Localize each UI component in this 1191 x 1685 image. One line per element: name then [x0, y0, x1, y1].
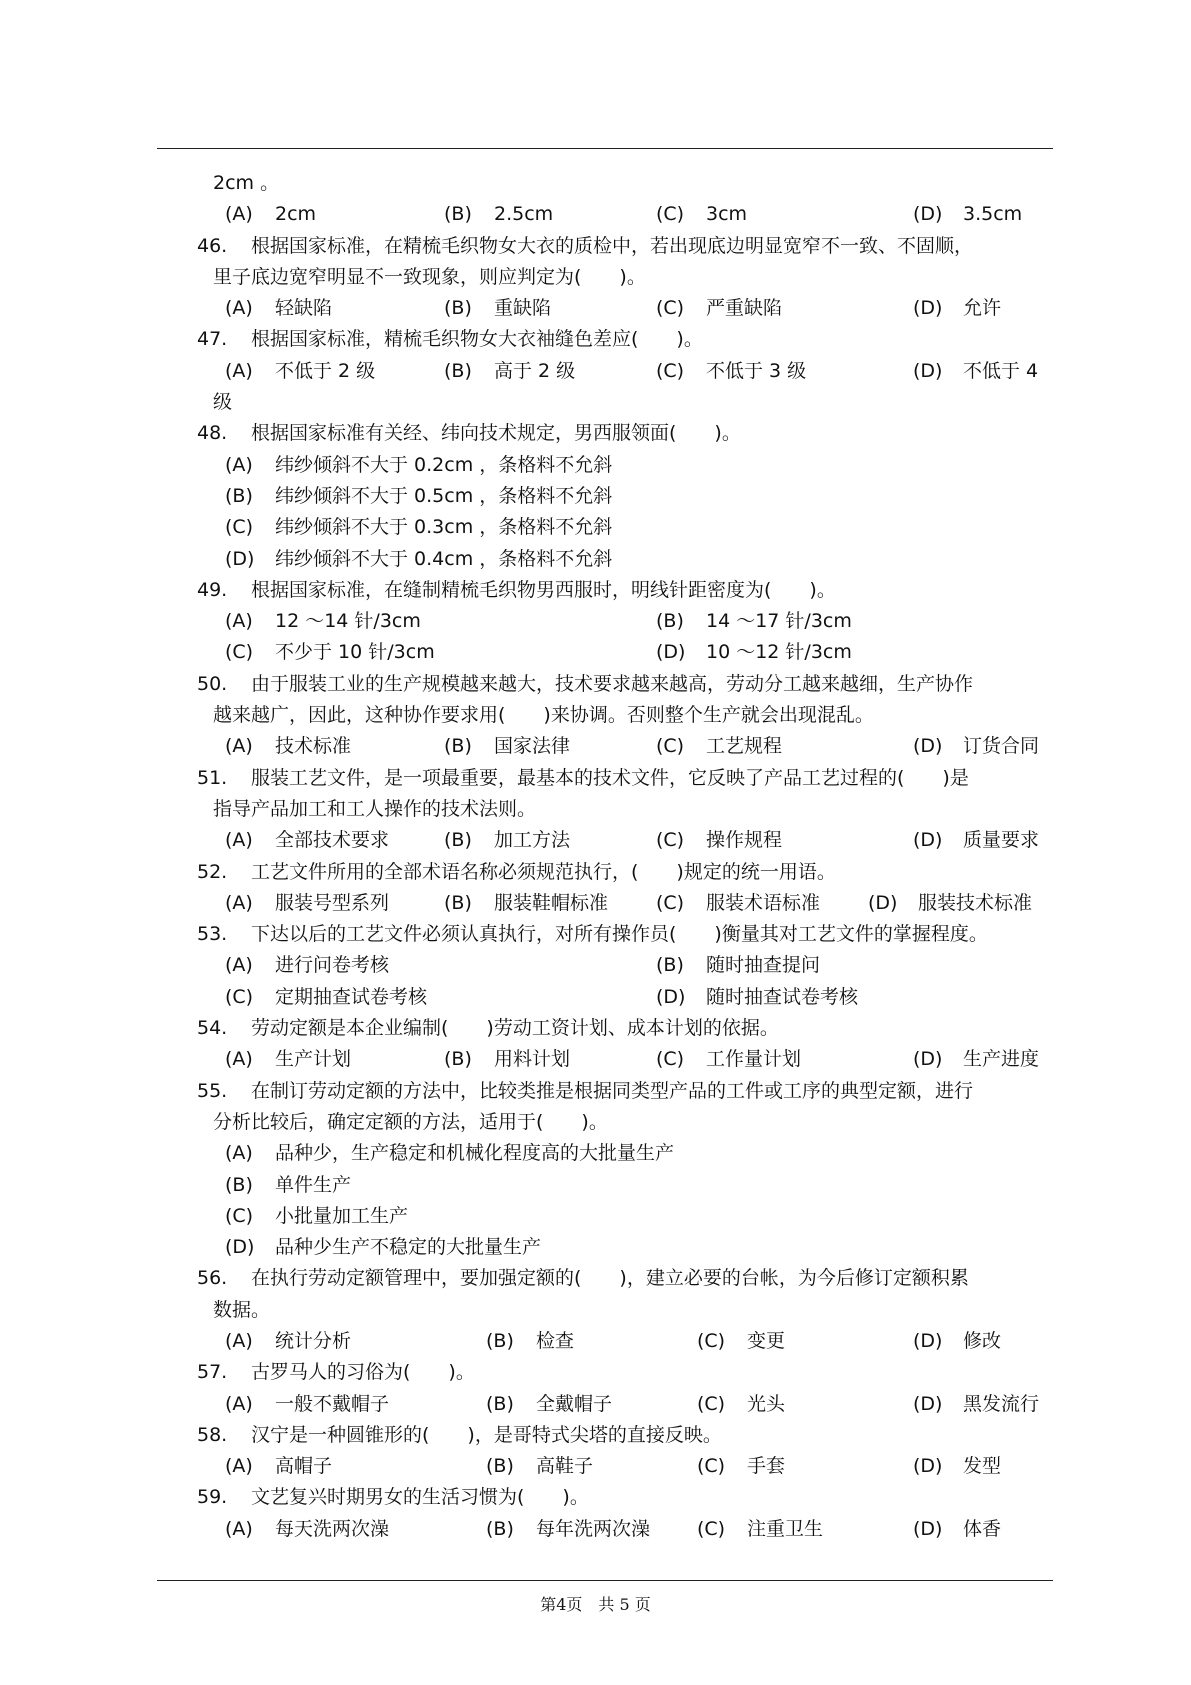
footer-rule	[157, 1580, 1053, 1581]
question-text: 服装工艺文件，是一项最重要，最基本的技术文件，它反映了产品工艺过程的( )是	[251, 766, 969, 789]
options-line	[0, 950, 1191, 981]
option-text: 国家法律	[494, 735, 571, 758]
option-label: (A)	[225, 1455, 253, 1478]
option-text: 品种少生产不稳定的大批量生产	[275, 1236, 542, 1259]
option-text: 用料计划	[494, 1048, 571, 1071]
answer-option	[444, 293, 551, 324]
option-text: 光头	[747, 1392, 786, 1415]
option-text: 单件生产	[275, 1173, 352, 1196]
question-number: 47.	[197, 328, 228, 351]
option-label: (C)	[225, 641, 254, 664]
option-text: 纬纱倾斜不大于 0.3cm ，条格料不允斜	[275, 516, 613, 539]
option-label: (C)	[656, 735, 685, 758]
option-label: (B)	[225, 1173, 253, 1196]
option-text: 工作量计划	[706, 1048, 802, 1071]
continuation-text: 2cm 。	[213, 172, 280, 194]
question-text: 根据国家标准有关经、纬向技术规定，男西服领面( )。	[251, 422, 741, 445]
option-label: (B)	[486, 1392, 514, 1415]
question-line	[0, 231, 1191, 262]
answer-option	[656, 199, 747, 230]
option-label: (C)	[697, 1329, 726, 1352]
question-text: 根据国家标准，在缝制精梳毛织物男西服时，明线针距密度为( )。	[251, 578, 836, 601]
question-number: 58.	[197, 1423, 228, 1446]
question-line	[0, 575, 1191, 606]
options-line	[0, 1232, 1191, 1263]
option-text: 全戴帽子	[536, 1392, 613, 1415]
option-text: 技术标准	[275, 735, 352, 758]
option-text: 高鞋子	[536, 1455, 594, 1478]
answer-option	[225, 731, 351, 762]
question-line	[0, 919, 1191, 950]
option-label: (D)	[913, 1392, 943, 1415]
option-label: (A)	[225, 1048, 253, 1071]
answer-option	[656, 293, 782, 324]
option-label: (B)	[486, 1455, 514, 1478]
page-footer: 第4页 共 5 页	[540, 1595, 651, 1614]
option-text: 小批量加工生产	[275, 1204, 409, 1227]
answer-option	[913, 1044, 1039, 1075]
answer-option	[656, 637, 852, 668]
continuation-line	[0, 794, 1191, 825]
options-line	[0, 1389, 1191, 1420]
option-text: 每年洗两次澡	[536, 1517, 651, 1540]
answer-option	[225, 606, 421, 637]
answer-option	[444, 825, 570, 856]
continuation-text: 里子底边宽窄明显不一致现象，则应判定为( )。	[213, 265, 646, 288]
option-label: (A)	[225, 1517, 253, 1540]
question-line	[0, 324, 1191, 355]
option-label: (B)	[656, 610, 684, 633]
option-label: (D)	[913, 1329, 943, 1352]
answer-option	[656, 606, 852, 637]
option-text: 轻缺陷	[275, 297, 333, 320]
option-text: 不少于 10 针/3cm	[275, 641, 435, 664]
options-line	[0, 1201, 1191, 1232]
option-label: (D)	[913, 359, 943, 382]
question-line	[0, 669, 1191, 700]
question-text: 文艺复兴时期男女的生活习惯为( )。	[251, 1486, 589, 1509]
option-text: 纬纱倾斜不大于 0.4cm ，条格料不允斜	[275, 547, 613, 570]
option-text: 14 ～17 针/3cm	[706, 610, 852, 633]
answer-option	[913, 199, 1022, 230]
option-label: (C)	[225, 985, 254, 1008]
continuation-line	[0, 168, 1191, 199]
answer-option	[444, 888, 608, 919]
option-label: (C)	[225, 516, 254, 539]
answer-option	[225, 512, 612, 543]
continuation-line	[0, 262, 1191, 293]
option-label: (B)	[486, 1329, 514, 1352]
question-text: 由于服装工业的生产规模越来越大，技术要求越来越高，劳动分工越来越细，生产协作	[251, 672, 974, 695]
option-label: (C)	[656, 829, 685, 852]
question-text: 根据国家标准，在精梳毛织物女大衣的质检中，若出现底边明显宽窄不一致、不固顺，	[251, 234, 974, 257]
options-line	[0, 731, 1191, 762]
option-text: 服装鞋帽标准	[494, 891, 609, 914]
answer-option	[913, 293, 1001, 324]
options-line	[0, 1451, 1191, 1482]
question-number: 54.	[197, 1017, 228, 1040]
option-text: 一般不戴帽子	[275, 1392, 390, 1415]
options-line	[0, 1138, 1191, 1169]
question-line	[0, 857, 1191, 888]
option-text: 服装号型系列	[275, 891, 390, 914]
option-text: 重缺陷	[494, 297, 552, 320]
option-text: 2cm	[275, 203, 317, 226]
option-label: (B)	[444, 297, 472, 320]
option-text: 注重卫生	[747, 1517, 824, 1540]
answer-option	[225, 1170, 351, 1201]
option-text: 高帽子	[275, 1455, 333, 1478]
answer-option	[444, 356, 575, 387]
answer-option	[697, 1326, 785, 1357]
options-line	[0, 356, 1191, 387]
answer-option	[444, 1044, 570, 1075]
options-line	[0, 606, 1191, 637]
answer-option	[656, 356, 806, 387]
question-number: 57.	[197, 1361, 228, 1384]
option-text: 生产计划	[275, 1048, 352, 1071]
option-text: 全部技术要求	[275, 829, 390, 852]
continuation-text: 指导产品加工和工人操作的技术法则。	[213, 797, 537, 820]
option-label: (B)	[444, 891, 472, 914]
answer-option	[225, 1138, 674, 1169]
option-text: 高于 2 级	[494, 359, 576, 382]
continuation-line	[0, 1107, 1191, 1138]
option-label: (A)	[225, 453, 253, 476]
answer-option	[225, 481, 612, 512]
answer-option	[225, 950, 389, 981]
answer-option	[486, 1326, 574, 1357]
options-line	[0, 1044, 1191, 1075]
question-text: 劳动定额是本企业编制( )劳动工资计划、成本计划的依据。	[251, 1017, 779, 1040]
answer-option	[225, 1451, 332, 1482]
option-label: (D)	[913, 829, 943, 852]
answer-option	[225, 825, 389, 856]
option-text: 黑发流行	[963, 1392, 1040, 1415]
option-text: 订货合同	[963, 735, 1040, 758]
answer-option	[444, 731, 570, 762]
answer-option	[913, 1514, 1001, 1545]
question-line	[0, 1263, 1191, 1294]
option-text: 品种少，生产稳定和机械化程度高的大批量生产	[275, 1142, 675, 1165]
option-text: 加工方法	[494, 829, 571, 852]
answer-option	[656, 888, 820, 919]
options-line	[0, 450, 1191, 481]
option-text: 操作规程	[706, 829, 783, 852]
option-text: 工艺规程	[706, 735, 783, 758]
option-label: (D)	[913, 1455, 943, 1478]
option-label: (C)	[225, 1204, 254, 1227]
option-label: (B)	[444, 735, 472, 758]
answer-option	[225, 1044, 351, 1075]
question-line	[0, 1013, 1191, 1044]
question-number: 59.	[197, 1486, 228, 1509]
options-line	[0, 637, 1191, 668]
option-label: (D)	[656, 985, 686, 1008]
option-label: (B)	[486, 1517, 514, 1540]
option-label: (A)	[225, 203, 253, 226]
option-label: (B)	[444, 829, 472, 852]
answer-option	[486, 1451, 593, 1482]
question-number: 50.	[197, 672, 228, 695]
answer-option	[225, 544, 612, 575]
option-text: 进行问卷考核	[275, 954, 390, 977]
continuation-text: 越来越广，因此，这种协作要求用( )来协调。否则整个生产就会出现混乱。	[213, 704, 874, 727]
option-label: (D)	[913, 735, 943, 758]
answer-option	[656, 1044, 801, 1075]
answer-option	[486, 1514, 650, 1545]
answer-option	[913, 356, 1038, 387]
options-line	[0, 481, 1191, 512]
option-label: (C)	[656, 297, 685, 320]
question-line	[0, 1357, 1191, 1388]
option-text: 允许	[963, 297, 1002, 320]
option-text: 发型	[963, 1455, 1002, 1478]
options-line	[0, 512, 1191, 543]
option-label: (D)	[868, 891, 898, 914]
question-line	[0, 418, 1191, 449]
option-label: (B)	[225, 484, 253, 507]
continuation-line	[0, 700, 1191, 731]
answer-option	[913, 1389, 1039, 1420]
option-label: (D)	[913, 203, 943, 226]
option-label: (D)	[656, 641, 686, 664]
option-label: (D)	[913, 1517, 943, 1540]
option-text: 2.5cm	[494, 203, 554, 226]
answer-option	[225, 293, 332, 324]
answer-option	[913, 1451, 1001, 1482]
answer-option	[225, 1514, 389, 1545]
option-text: 10 ～12 针/3cm	[706, 641, 852, 664]
option-text: 质量要求	[963, 829, 1040, 852]
option-label: (A)	[225, 954, 253, 977]
option-label: (D)	[225, 1236, 255, 1259]
option-label: (B)	[444, 1048, 472, 1071]
answer-option	[225, 199, 316, 230]
continuation-line	[0, 387, 1191, 418]
option-text: 变更	[747, 1329, 786, 1352]
option-label: (C)	[656, 203, 685, 226]
answer-option	[697, 1389, 785, 1420]
options-line	[0, 1170, 1191, 1201]
option-text: 不低于 3 级	[706, 359, 807, 382]
option-text: 检查	[536, 1329, 575, 1352]
answer-option	[697, 1514, 823, 1545]
options-line	[0, 293, 1191, 324]
question-number: 49.	[197, 578, 228, 601]
question-number: 51.	[197, 766, 228, 789]
question-number: 46.	[197, 234, 228, 257]
option-text: 随时抽查提问	[706, 954, 821, 977]
answer-option	[656, 731, 782, 762]
question-text: 根据国家标准，精梳毛织物女大衣袖缝色差应( )。	[251, 328, 703, 351]
question-number: 52.	[197, 860, 228, 883]
option-label: (A)	[225, 829, 253, 852]
answer-option	[225, 888, 389, 919]
question-number: 55.	[197, 1079, 228, 1102]
question-text: 下达以后的工艺文件必须认真执行，对所有操作员( )衡量其对工艺文件的掌握程度。	[251, 923, 988, 946]
option-label: (B)	[656, 954, 684, 977]
answer-option	[225, 982, 427, 1013]
question-line	[0, 1076, 1191, 1107]
option-label: (B)	[444, 203, 472, 226]
option-text: 定期抽查试卷考核	[275, 985, 428, 1008]
options-line	[0, 825, 1191, 856]
continuation-text: 数据。	[213, 1298, 271, 1321]
option-text: 12 ～14 针/3cm	[275, 610, 421, 633]
option-label: (C)	[656, 891, 685, 914]
option-text: 服装术语标准	[706, 891, 821, 914]
question-text: 在执行劳动定额管理中，要加强定额的( )，建立必要的台帐，为今后修订定额积累	[251, 1267, 969, 1290]
option-text: 3cm	[706, 203, 748, 226]
option-text: 3.5cm	[963, 203, 1023, 226]
option-label: (C)	[697, 1517, 726, 1540]
option-label: (D)	[913, 297, 943, 320]
question-line	[0, 763, 1191, 794]
option-text: 生产进度	[963, 1048, 1040, 1071]
option-text: 服装技术标准	[918, 891, 1033, 914]
continuation-text: 级	[213, 391, 233, 414]
option-text: 体香	[963, 1517, 1002, 1540]
question-number: 53.	[197, 923, 228, 946]
question-text: 在制订劳动定额的方法中，比较类推是根据同类型产品的工件或工序的典型定额，进行	[251, 1079, 974, 1102]
question-text: 古罗马人的习俗为( )。	[251, 1361, 475, 1384]
header-rule	[157, 148, 1053, 149]
question-text: 汉宁是一种圆锥形的( )，是哥特式尖塔的直接反映。	[251, 1423, 722, 1446]
option-label: (B)	[444, 359, 472, 382]
option-label: (A)	[225, 297, 253, 320]
answer-option	[225, 1201, 408, 1232]
question-line	[0, 1482, 1191, 1513]
option-text: 手套	[747, 1455, 786, 1478]
option-text: 不低于 4	[963, 359, 1039, 382]
option-text: 修改	[963, 1329, 1002, 1352]
option-text: 严重缺陷	[706, 297, 783, 320]
option-label: (C)	[697, 1455, 726, 1478]
answer-option	[868, 888, 1032, 919]
answer-option	[913, 825, 1039, 856]
answer-option	[913, 731, 1039, 762]
answer-option	[444, 199, 553, 230]
option-text: 不低于 2 级	[275, 359, 376, 382]
answer-option	[225, 356, 375, 387]
option-label: (A)	[225, 1329, 253, 1352]
options-line	[0, 1514, 1191, 1545]
answer-option	[486, 1389, 612, 1420]
option-text: 统计分析	[275, 1329, 352, 1352]
question-number: 48.	[197, 422, 228, 445]
question-line	[0, 1420, 1191, 1451]
answer-option	[225, 1326, 351, 1357]
option-label: (A)	[225, 359, 253, 382]
answer-option	[225, 1389, 389, 1420]
question-text: 工艺文件所用的全部术语名称必须规范执行，( )规定的统一用语。	[251, 860, 836, 883]
exam-content	[0, 168, 1191, 1545]
option-label: (A)	[225, 891, 253, 914]
option-label: (A)	[225, 1392, 253, 1415]
option-text: 纬纱倾斜不大于 0.2cm ，条格料不允斜	[275, 453, 613, 476]
option-label: (C)	[697, 1392, 726, 1415]
option-label: (C)	[656, 359, 685, 382]
answer-option	[225, 1232, 541, 1263]
options-line	[0, 982, 1191, 1013]
answer-option	[697, 1451, 785, 1482]
answer-option	[225, 637, 435, 668]
answer-option	[225, 450, 612, 481]
answer-option	[656, 982, 858, 1013]
option-label: (D)	[913, 1048, 943, 1071]
option-label: (A)	[225, 735, 253, 758]
option-label: (A)	[225, 1142, 253, 1165]
options-line	[0, 199, 1191, 230]
option-text: 随时抽查试卷考核	[706, 985, 859, 1008]
option-label: (A)	[225, 610, 253, 633]
options-line	[0, 888, 1191, 919]
option-text: 每天洗两次澡	[275, 1517, 390, 1540]
option-text: 纬纱倾斜不大于 0.5cm ，条格料不允斜	[275, 484, 613, 507]
question-number: 56.	[197, 1267, 228, 1290]
options-line	[0, 1326, 1191, 1357]
answer-option	[656, 825, 782, 856]
continuation-text: 分析比较后，确定定额的方法，适用于( )。	[213, 1110, 608, 1133]
answer-option	[913, 1326, 1001, 1357]
continuation-line	[0, 1295, 1191, 1326]
option-label: (C)	[656, 1048, 685, 1071]
answer-option	[656, 950, 820, 981]
options-line	[0, 544, 1191, 575]
option-label: (D)	[225, 547, 255, 570]
